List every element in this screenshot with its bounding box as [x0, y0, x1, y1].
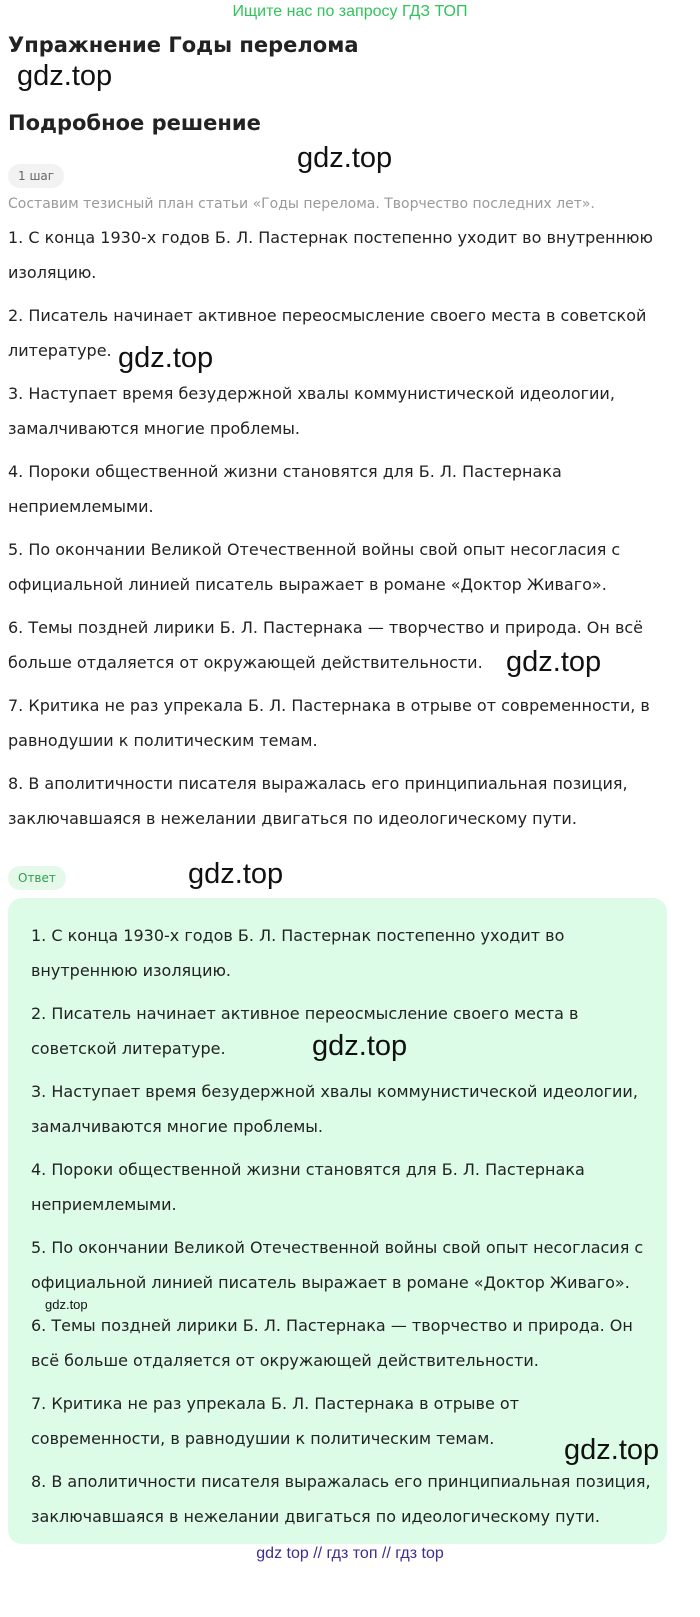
answer-list	[31, 918, 651, 1542]
step-badge: 1 шаг	[8, 164, 64, 188]
list-item: 5. По окончании Великой Отечественной войны свой опыт несогласия с официальной линией писатель выражает в романе «Доктор Живаго».	[8, 540, 621, 594]
list-item: 5. По окончании Великой Отечественной войны свой опыт несогласия с официальной линией писатель выражает в романе «Доктор Живаго».	[31, 1238, 644, 1292]
list-item: 1. С конца 1930-х годов Б. Л. Пастернак постепенно уходит во внутреннюю изоляцию.	[8, 228, 653, 282]
intro-text: Составим тезисный план статьи «Годы перелома. Творчество последних лет».	[8, 196, 595, 212]
solution-list	[8, 220, 668, 844]
list-item: 4. Пороки общественной жизни становятся для Б. Л. Пастернака неприемлемыми.	[31, 1160, 585, 1214]
list-item: 8. В аполитичности писателя выражалась его принципиальная позиция, заключавшаяся в нежелании двигаться по идеологическому пути.	[31, 1472, 651, 1526]
list-item: 4. Пороки общественной жизни становятся для Б. Л. Пастернака неприемлемыми.	[8, 462, 562, 516]
answer-badge: Ответ	[8, 866, 66, 890]
footer-links: gdz top // гдз топ // гдз top	[256, 1545, 444, 1562]
watermark: gdz.top	[312, 1030, 408, 1062]
watermark: gdz.top	[118, 342, 214, 374]
list-item: 7. Критика не раз упрекала Б. Л. Пастернака в отрыве от современности, в равнодушии к политическим темам.	[31, 1394, 520, 1448]
list-item: 2. Писатель начинает активное переосмысление своего места в советской литературе.	[8, 306, 647, 360]
section-title: Подробное решение	[8, 111, 261, 135]
list-item: 7. Критика не раз упрекала Б. Л. Пастернака в отрыве от современности, в равнодушии к политическим темам.	[8, 696, 650, 750]
list-item: 6. Темы поздней лирики Б. Л. Пастернака — творчество и природа. Он всё больше отдаляется от окружающей действительности.	[31, 1316, 633, 1370]
watermark: gdz.top	[564, 1434, 660, 1466]
watermark: gdz.top	[17, 60, 113, 92]
list-item: 8. В аполитичности писателя выражалась его принципиальная позиция, заключавшаяся в нежелании двигаться по идеологическому пути.	[8, 774, 628, 828]
page-title: Упражнение Годы перелома	[8, 33, 359, 57]
watermark: gdz.top	[506, 646, 602, 678]
list-item: 2. Писатель начинает активное переосмысление своего места в советской литературе.	[31, 1004, 579, 1058]
top-banner: Ищите нас по запросу ГДЗ ТОП	[232, 3, 468, 20]
list-item: 3. Наступает время безудержной хвалы коммунистической идеологии, замалчиваются многие проблемы.	[8, 384, 615, 438]
list-item: 3. Наступает время безудержной хвалы коммунистической идеологии, замалчиваются многие проблемы.	[31, 1082, 638, 1136]
watermark: gdz.top	[188, 858, 284, 890]
watermark: gdz.top	[45, 1297, 88, 1312]
list-item: 1. С конца 1930-х годов Б. Л. Пастернак постепенно уходит во внутреннюю изоляцию.	[31, 926, 565, 980]
list-item: 6. Темы поздней лирики Б. Л. Пастернака — творчество и природа. Он всё больше отдаляется от окружающей действительности.	[8, 618, 644, 672]
watermark: gdz.top	[297, 142, 393, 174]
